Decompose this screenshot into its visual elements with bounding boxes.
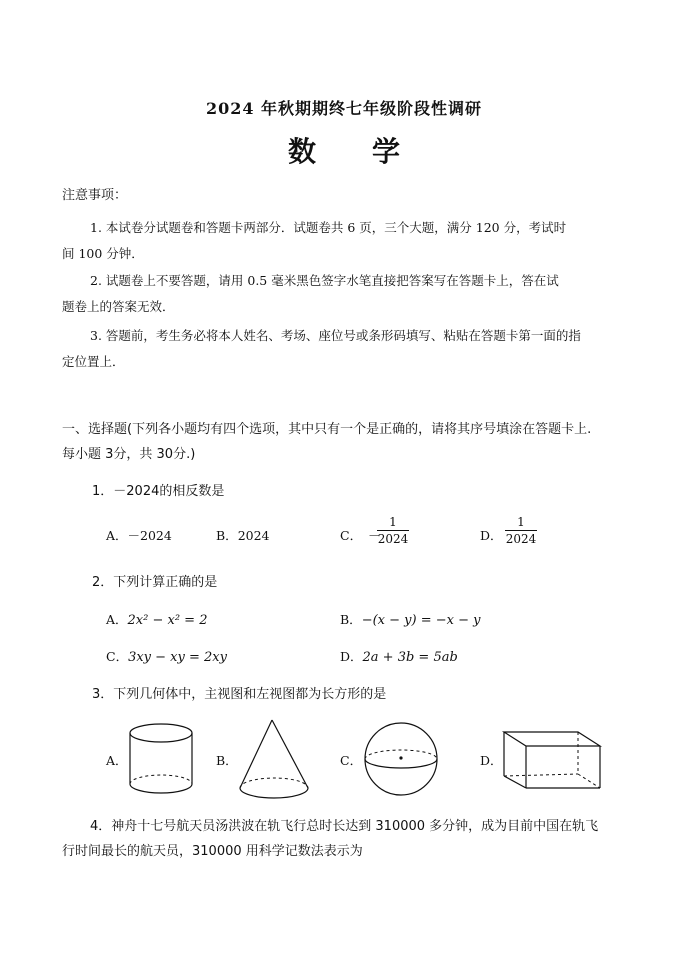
q1-option-d-denominator: 2024 [505,532,537,546]
q2-option-d-text: 2a + 3b = 5ab [362,650,458,665]
q2-option-a-label: A． [106,612,128,627]
q1-option-c-label: C． [340,528,363,543]
q2-option-c [106,647,227,665]
cylinder-figure [126,720,196,800]
note-item-1-rest: 间 100 分钟． [62,246,144,261]
q2-option-b-text: −(x − y) = −x − y [361,613,481,628]
section1-heading [62,417,632,467]
section1-heading-line2: 每小题 3分，共 30分.) [62,447,196,462]
question-3-stem: 3．下列几何体中，主视图和左视图都为长方形的是 [92,687,387,702]
question-1-stem: 1．－2024的相反数是 [92,484,225,499]
q1-option-a-label: A． [106,528,128,543]
q1-option-d-numerator: 1 [517,515,525,529]
q2-option-d [340,647,458,665]
subject-title: 数 学 [287,135,400,168]
cone-figure [236,716,312,802]
q3-option-d-label: D． [480,753,503,768]
q2-option-c-text: 3xy − xy = 2xy [128,650,227,665]
q1-option-c-fraction [377,515,409,546]
q3-option-b-label: B． [216,753,238,768]
note-item-2-rest: 题卷上的答案无效． [62,299,175,314]
note-item-3-rest: 定位置上． [62,354,125,369]
q1-option-c-sign: － [368,528,381,543]
note-item-3-lead: 3. 答题前，考生务必将本人姓名、考场、座位号或条形码填写、粘贴在答题卡第一面的指 [90,328,581,343]
exam-title: 2024 年秋期期终七年级阶段性调研 [205,99,483,118]
q2-option-a-text: 2x² − x² = 2 [127,613,208,628]
q1-option-d-label: D． [480,528,503,543]
notes-heading: 注意事项： [62,188,128,203]
q2-option-d-label: D． [340,649,363,664]
q1-option-d-fraction [505,515,537,546]
section1-heading-line1: 一、选择题(下列各小题均有四个选项，其中只有一个是正确的，请将其序号填涂在答题卡上. [62,422,592,437]
q2-option-a [106,610,207,628]
note-item-1-lead: 1. 本试卷分试题卷和答题卡两部分．试题卷共 6 页，三个大题，满分 120 分，考试时 [90,220,567,235]
q1-option-a-text: －2024 [127,528,172,543]
question-4-stem [62,814,632,864]
sphere-figure [362,720,440,798]
note-item-1 [62,215,628,267]
q1-option-c-denominator: 2024 [377,532,409,546]
fraction-bar [505,530,537,531]
q3-option-c-label: C． [340,753,363,768]
q2-option-b-label: B． [340,612,362,627]
q3-option-a-label: A． [106,753,128,768]
note-item-3 [62,323,628,375]
q1-option-a [106,526,172,544]
question-4-stem-line2: 行时间最长的航天员，310000 用科学记数法表示为 [62,844,363,859]
q2-option-b [340,610,480,628]
q1-option-c-numerator: 1 [389,515,397,529]
q2-option-c-label: C． [106,649,129,664]
q1-option-b [216,526,270,544]
note-item-2 [62,268,628,320]
fraction-bar [377,530,409,531]
q1-option-b-text: 2024 [237,528,270,543]
q1-option-b-label: B． [216,528,238,543]
prism-figure [500,726,604,792]
note-item-2-lead: 2. 试题卷上不要答题，请用 0.5 毫米黑色签字水笔直接把答案写在答题卡上，答在试 [90,273,559,288]
question-4-stem-line1: 4．神舟十七号航天员汤洪波在轨飞行总时长达到 310000 多分钟，成为目前中国在轨飞 [90,819,599,834]
question-2-stem: 2．下列计算正确的是 [92,575,218,590]
